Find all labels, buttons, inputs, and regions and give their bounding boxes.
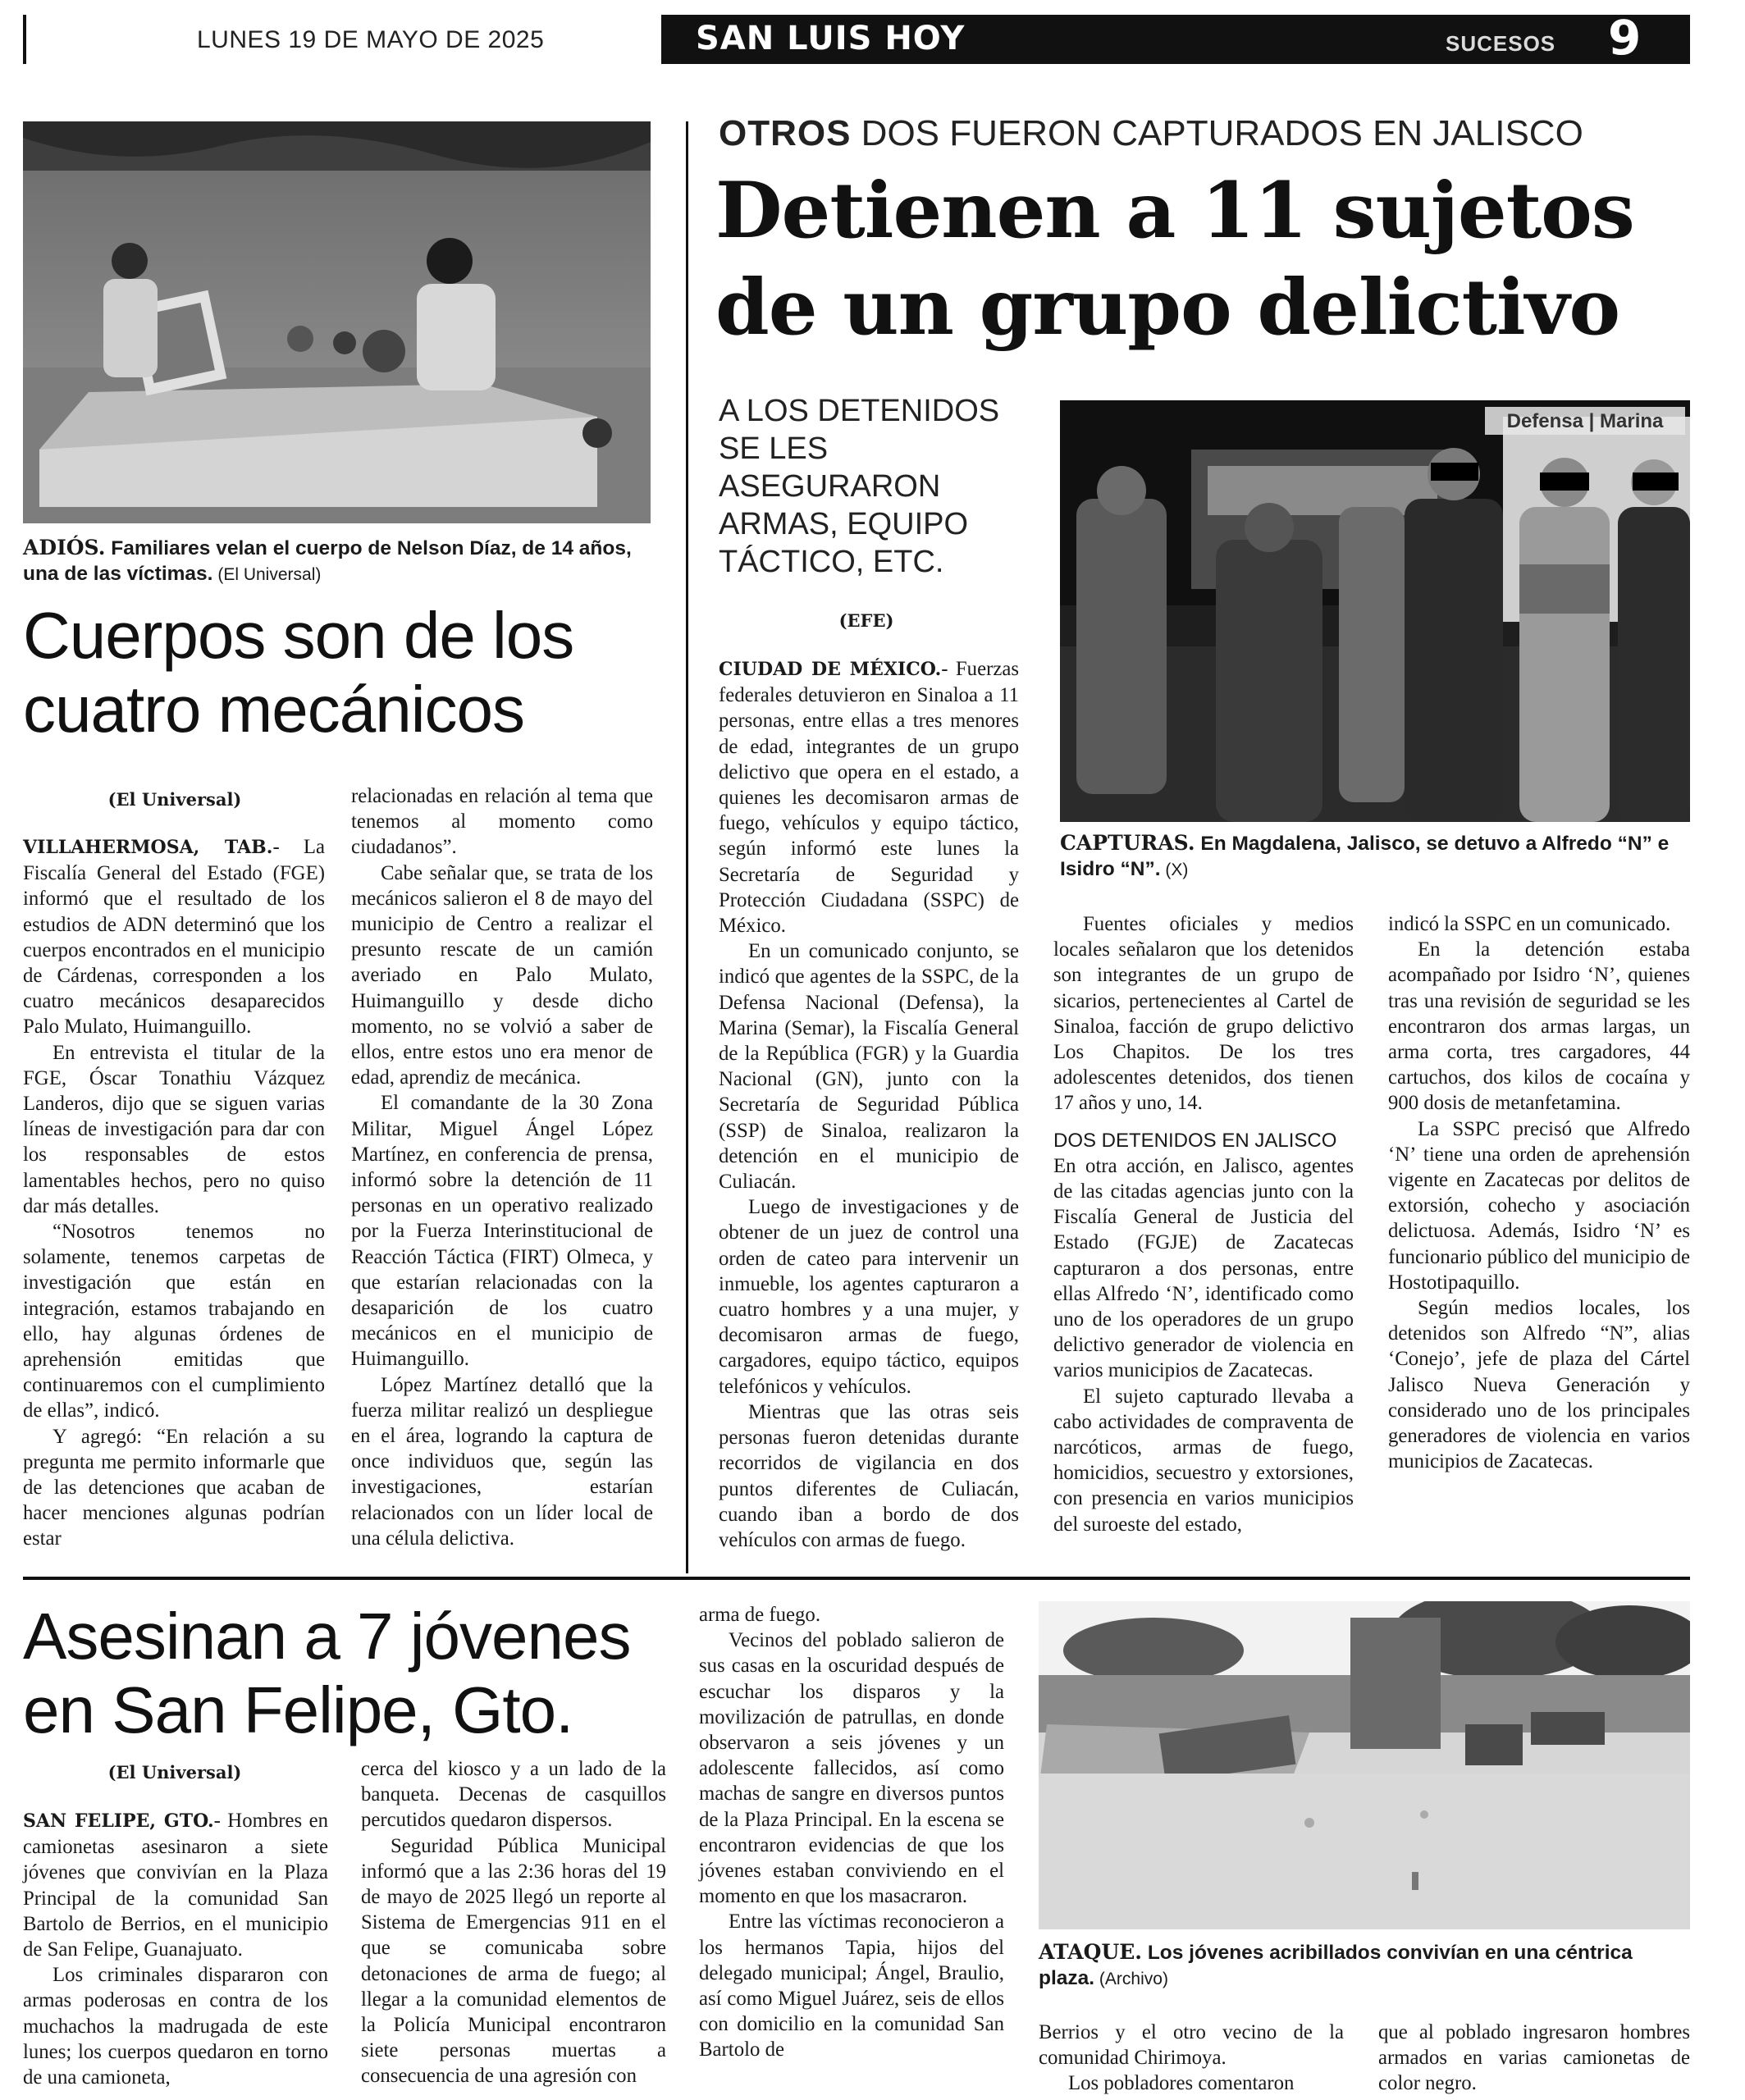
story3-col5-p1: que al poblado ingresaron hombres armados en varias camionetas de color negro.: [1378, 2021, 1690, 2095]
story3-column-3: [699, 1602, 1004, 2063]
story1-column-1: [23, 834, 325, 1552]
story2-subhead: DOS DETENIDOS EN JALISCO: [1053, 1129, 1337, 1152]
story1-caption-lead: ADIÓS.: [23, 536, 106, 559]
story3-col3-p2: Vecinos del poblado salieron de sus casas en la oscuridad después de escuchar los disparos y la movilización de patrullas, en donde observaron a seis jóvenes y un adolescente fallecidos, así como machas de sangre en diversos puntos de la Plaza Principal. En la escena se encontraron evidencias de que los jóvenes estaban conviviendo en el momento en que los masacraron.: [699, 1629, 1004, 1908]
story2-caption-lead: CAPTURAS.: [1060, 831, 1195, 855]
page-number: 9: [1608, 10, 1642, 66]
column-divider: [686, 121, 688, 1573]
story1-col2-p2: Cabe señalar que, se trata de los mecánicos salieron el 8 de mayo del municipio de Centro a realizar el presunto rescate de un camión averiado en Palo Mulato, Huimanguillo y desde dicho momento, no se volvió a saber de ellos, entre estos uno era menor de edad, aprendiz de mecánica.: [351, 861, 653, 1089]
story3-col1-p2: Los criminales dispararon con armas poderosas en contra de los muchachos la madrugada de este lunes; los cuerpos quedaron en torno de una camioneta,: [23, 1964, 328, 2089]
story3-caption-source: (Archivo): [1094, 1970, 1168, 1988]
story2-headline-line2: de un grupo delictivo: [715, 262, 1620, 353]
story3-column-5: [1378, 2020, 1690, 2097]
story2-headline-line1: Detienen a 11 sujetos: [715, 166, 1634, 256]
story2-col1-p1: - Fuerzas federales detuvieron en Sinaloa a 11 personas, entre ellas a tres menores de edad, integrantes de un grupo delictivo que opera en el estado, a quienes les decomisaron armas de fuego, vehículos y equipo táctico, según informó este lunes la Secretaría de Seguridad y Protección Ciudadana (SSPC) de México.: [719, 658, 1019, 938]
story3-dateline: SAN FELIPE, GTO.: [23, 1810, 214, 1832]
story2-col3-p4: Según medios locales, los detenidos son Alfredo “N”, alias ‘Conejo’, jefe de plaza del Cártel Jalisco Nueva Generación y considerado uno de los principales generadores de violencia en varios municipios de Zacatecas.: [1388, 1297, 1690, 1473]
story3-headline-line1: Asesinan a 7 jóvenes: [23, 1600, 631, 1673]
story3-col3-p1: arma de fuego.: [699, 1604, 821, 1626]
story2-photo: [1060, 400, 1690, 822]
story2-kicker-rest: DOS FUERON CAPTURADOS EN JALISCO: [851, 113, 1583, 153]
publication-name: SAN LUIS HOY: [696, 20, 966, 57]
story2-caption-source: (X): [1160, 861, 1189, 879]
story3-photo-image: [1039, 1601, 1690, 1929]
story3-photo-caption: [1039, 1939, 1690, 1992]
story1-col2-p4: López Martínez detalló que la fuerza militar realizó un despliegue en el área, logrando la captura de once individuos que, según las investigaciones, estarían relacionados con un líder local de una célula delictiva.: [351, 1373, 653, 1550]
story1-headline-line1: Cuerpos son de los: [23, 599, 574, 672]
section-rule: [23, 1577, 1690, 1580]
story1-column-2: [351, 783, 653, 1551]
story2-headline: [715, 162, 1692, 356]
story3-photo: [1039, 1601, 1690, 1929]
story3-col2-p2: Seguridad Pública Municipal informó que a las 2:36 horas del 19 de mayo de 2025 llegó un reporte al Sistema de Emergencias 911 en el que se comunicaba sobre detonaciones de arma de fuego; al llegar a la comunidad elementos de la Policía Municipal encontraron siete personas muertas a consecuencia de una agresión con: [361, 1834, 666, 2088]
story3-column-1: [23, 1808, 328, 2090]
story2-col1-p4: Mientras que las otras seis personas fueron detenidas durante recorridos de vigilancia en dos puntos diferentes de Culiacán, cuando iban a bordo de dos vehículos con armas de fuego.: [719, 1400, 1019, 1551]
story2-caption-text: En Magdalena, Jalisco, se detuvo a Alfredo “N” e Isidro “N”.: [1060, 833, 1670, 880]
story1-caption-source: (El Universal): [212, 565, 322, 584]
section-label: SUCESOS: [1446, 31, 1556, 56]
issue-date: LUNES 19 DE MAYO DE 2025: [197, 26, 545, 53]
story3-headline-line2: en San Felipe, Gto.: [23, 1673, 573, 1746]
story2-column-2: [1053, 911, 1354, 1537]
story2-photo-image: [1060, 400, 1690, 822]
story2-col1-p2: En un comunicado conjunto, se indicó que agentes de la SSPC, de la Defensa Nacional (Defensa), la Marina (Semar), la Fiscalía General de la República (FGR) y la Guardia Nacional (GN), junto con la Secretaría de Seguridad Pública (SSP) de Sinaloa, realizaron la detención en el municipio de Culiacán.: [719, 940, 1019, 1194]
story2-col3-p2: En la detención estaba acompañado por Isidro ‘N’, quienes tras una revisión de seguridad se les encontraron dos armas largas, un arma corta, tres cargadores, 44 cartuchos, dos kilos de cocaína y 900 dosis de metanfetamina.: [1388, 938, 1690, 1115]
story3-column-4: [1039, 2020, 1344, 2097]
story2-column-1: [719, 656, 1019, 1553]
story1-col1-p3: “Nosotros tenemos no solamente, tenemos carpetas de investigación que están en integración, estamos trabajando en ello, hay algunas órdenes de aprehensión emitidas que continuaremos con el cumplimiento de ellas”, indicó.: [23, 1221, 325, 1422]
story3-caption-text: Los jóvenes acribillados convivían en una céntrica plaza.: [1039, 1942, 1633, 1989]
story1-photo-image: [23, 121, 651, 523]
story3-col4-p2: Los pobladores comentaron: [1068, 2072, 1295, 2095]
story2-col3-p3: La SSPC precisó que Alfredo ‘N’ tiene una orden de aprehensión vigente en Zacatecas por delitos de extorsión, cohecho y asociación delictuosa. Además, Isidro ‘N’ es funcionario público del municipio de Hostotipaquillo.: [1388, 1117, 1690, 1294]
story1-headline: [23, 599, 663, 746]
story1-col1-p4: Y agregó: “En relación a su pregunta me permito informarle que de las detenciones que acaban de hacer menciones algunas podrían estar: [23, 1425, 325, 1550]
story1-col1-p1: - La Fiscalía General del Estado (FGE) informó que el resultado de los estudios de ADN determinó que los cuerpos encontrados en el municipio de Cárdenas, corresponden a los cuatro mecánicos desaparecidos Palo Mulato, Huimanguillo.: [23, 836, 325, 1039]
story2-col2-p3: El sujeto capturado llevaba a cabo actividades de compraventa de narcóticos, armas de fuego, homicidios, secuestro y extorsiones, con presencia en varios municipios del suroeste del estado,: [1053, 1385, 1354, 1536]
story3-col2-p1: cerca del kiosco y a un lado de la banqueta. Decenas de casquillos percutidos quedaron dispersos.: [361, 1758, 666, 1832]
story3-col4-p1: Berrios y el otro vecino de la comunidad Chirimoya.: [1039, 2021, 1344, 2070]
story3-headline: [23, 1600, 696, 1747]
story2-dateline: CIUDAD DE MÉXICO.: [719, 659, 942, 680]
story3-col3-p3: Entre las víctimas reconocieron a los hermanos Tapia, hijos del delegado municipal; Ángel, Braulio, así como Miguel Juárez, seis de ellos con domicilio en la comunidad San Bartolo de: [699, 1911, 1004, 2061]
story1-caption-text: Familiares velan el cuerpo de Nelson Díaz, de 14 años, una de las víctimas.: [23, 537, 632, 585]
story2-column-3: [1388, 911, 1690, 1474]
story1-col1-p2: En entrevista el titular de la FGE, Óscar Tonathiu Vázquez Landeros, dijo que se siguen varias líneas de investigación para dar con los responsables de estos lamentables hechos, pero no quiso dar más detalles.: [23, 1041, 325, 1217]
story2-kicker-bold: OTROS: [719, 113, 852, 153]
story2-col3-p1: indicó la SSPC en un comunicado.: [1388, 913, 1671, 935]
story3-col1-p1: - Hombres en camionetas asesinaron a siete jóvenes que convivían en la Plaza Principal de la comunidad San Bartolo de Berrios, en el municipio de San Felipe, Guanajuato.: [23, 1810, 329, 1961]
story1-col2-p1: relacionadas en relación al tema que tenemos al momento como ciudadanos”.: [351, 785, 653, 859]
story1-headline-line2: cuatro mecánicos: [23, 673, 524, 746]
story1-photo-caption: [23, 535, 655, 587]
story2-kicker: [719, 113, 1583, 154]
story3-caption-lead: ATAQUE.: [1039, 1940, 1143, 1964]
story1-photo: [23, 121, 651, 523]
story1-col2-p3: El comandante de la 30 Zona Militar, Miguel Ángel López Martínez, en conferencia de prensa, informó sobre la detención de 11 personas en un operativo realizado por la Fuerza Interinstitucional de Reacción Táctica (FIRT) Olmeca, y que estarían relacionadas con la desaparición de los cuatro mecánicos en el municipio de Huimanguillo.: [351, 1092, 653, 1371]
story2-col1-p3: Luego de investigaciones y de obtener de un juez de control una orden de cateo para intervenir un inmueble, los agentes capturaron a cuatro hombres y a una mujer, y decomisaron armas de fuego, cargadores, equipo táctico, equipos telefónicos y vehículos.: [719, 1196, 1019, 1398]
story3-column-2: [361, 1756, 666, 2089]
story3-credit: (El Universal): [107, 1762, 242, 1783]
header-left-rule: [23, 15, 26, 64]
story2-photo-watermark: Defensa | Marina: [1506, 410, 1664, 432]
story2-photo-caption: [1060, 830, 1692, 883]
story2-credit: (EFE): [838, 610, 894, 631]
story2-col2-p1: Fuentes oficiales y medios locales señalaron que los detenidos son integrantes de un grupo de sicarios, pertenecientes al Cartel de Sinaloa, facción de grupo delictivo Los Chapitos. De los tres adolescentes detenidos, dos tienen 17 años y uno, 14.: [1053, 913, 1354, 1115]
story1-dateline: VILLAHERMOSA, TAB.: [23, 837, 273, 858]
story1-credit: (El Universal): [107, 789, 242, 810]
story2-deck: A LOS DETENIDOS SE LES ASEGURARON ARMAS, EQUIPO TÁCTICO, ETC.: [719, 394, 1000, 579]
story2-col2-p2: En otra acción, en Jalisco, agentes de las citadas agencias junto con la Fiscalía General de Justicia del Estado (FGJE) de Zacatecas capturaron a dos personas, entre ellas Alfredo ‘N’, identificado como uno de los operadores de un grupo delictivo generador de violencia en varios municipios de Zacatecas.: [1053, 1154, 1354, 1382]
